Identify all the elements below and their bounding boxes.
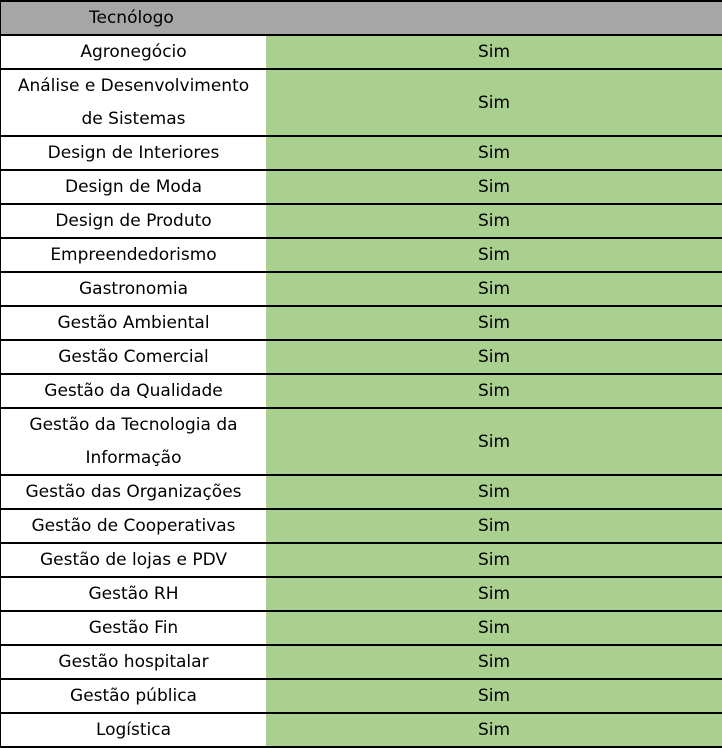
course-cell: Gastronomia (1, 273, 266, 305)
table-row (1, 646, 722, 680)
table-row (1, 70, 722, 137)
course-cell: Gestão Ambiental (1, 307, 266, 339)
table-row (1, 510, 722, 544)
value-cell: Sim (266, 544, 722, 576)
table-row (1, 273, 722, 307)
course-cell: Gestão pública (1, 680, 266, 712)
value-cell: Sim (266, 70, 722, 135)
table-row (1, 307, 722, 341)
table-row (1, 612, 722, 646)
table-row (1, 714, 722, 748)
table-row (1, 476, 722, 510)
table-row (1, 409, 722, 476)
value-cell: Sim (266, 578, 722, 610)
course-cell: Gestão Fin (1, 612, 266, 644)
value-cell: Sim (266, 646, 722, 678)
value-cell: Sim (266, 341, 722, 373)
value-cell: Sim (266, 36, 722, 68)
table-row (1, 544, 722, 578)
course-cell: Design de Interiores (1, 137, 266, 169)
value-cell: Sim (266, 476, 722, 508)
course-cell: Design de Produto (1, 205, 266, 237)
table-row (1, 375, 722, 409)
table-row (1, 137, 722, 171)
value-cell: Sim (266, 273, 722, 305)
course-cell: Logística (1, 714, 266, 746)
table-row (1, 578, 722, 612)
table-row (1, 239, 722, 273)
table-row (1, 680, 722, 714)
table-row (1, 171, 722, 205)
course-cell: Gestão das Organizações (1, 476, 266, 508)
course-cell: Gestão de Cooperativas (1, 510, 266, 542)
value-cell: Sim (266, 205, 722, 237)
course-cell: Gestão da Tecnologia da Informação (1, 409, 266, 474)
value-cell: Sim (266, 137, 722, 169)
course-cell: Gestão RH (1, 578, 266, 610)
course-cell: Empreendedorismo (1, 239, 266, 271)
table-row (1, 205, 722, 239)
value-cell: Sim (266, 612, 722, 644)
course-cell: Agronegócio (1, 36, 266, 68)
value-cell: Sim (266, 307, 722, 339)
course-cell: Gestão de lojas e PDV (1, 544, 266, 576)
table-row (1, 36, 722, 70)
header-title: Tecnólogo (89, 8, 174, 28)
course-cell: Gestão da Qualidade (1, 375, 266, 407)
value-cell: Sim (266, 714, 722, 746)
value-cell: Sim (266, 239, 722, 271)
table-row (1, 341, 722, 375)
value-cell: Sim (266, 680, 722, 712)
course-cell: Gestão Comercial (1, 341, 266, 373)
value-cell: Sim (266, 409, 722, 474)
course-cell: Design de Moda (1, 171, 266, 203)
course-cell: Gestão hospitalar (1, 646, 266, 678)
value-cell: Sim (266, 510, 722, 542)
value-cell: Sim (266, 375, 722, 407)
course-cell: Análise e Desenvolvimento de Sistemas (1, 70, 266, 135)
value-cell: Sim (266, 171, 722, 203)
table-header (1, 0, 722, 36)
